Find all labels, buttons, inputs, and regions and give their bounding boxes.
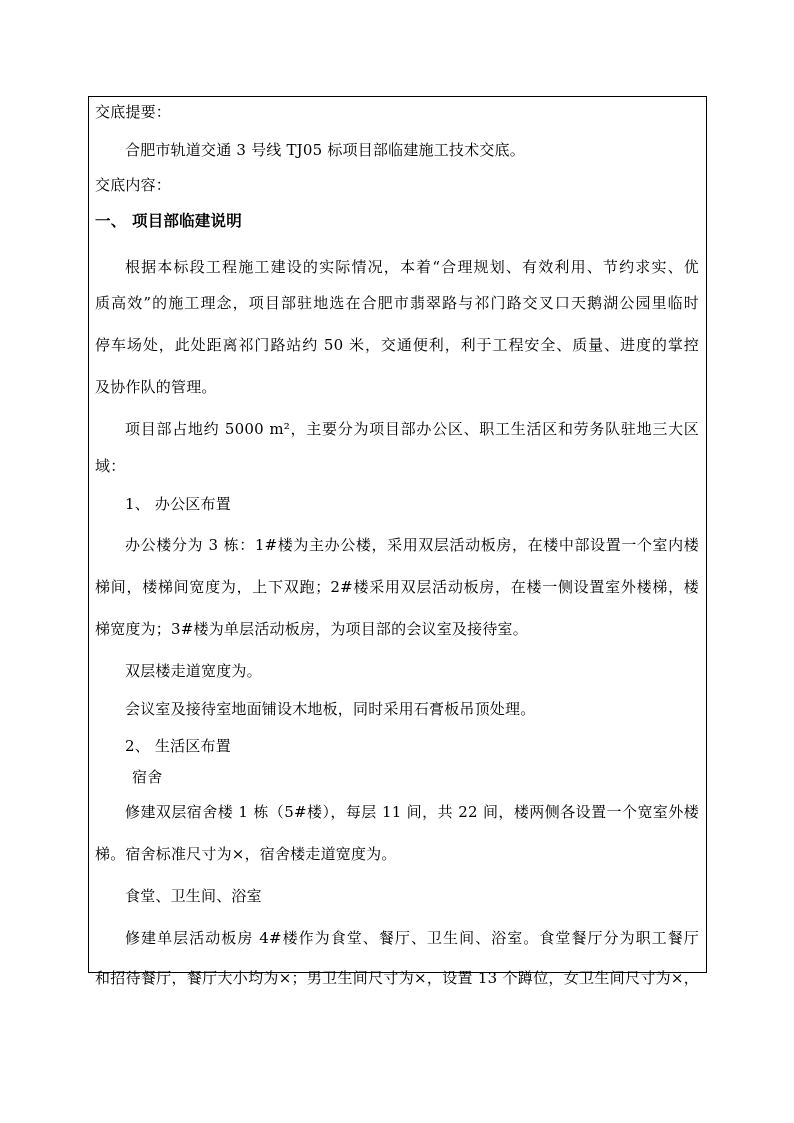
paragraph-line: 根据本标段工程施工建设的实际情况，本着“合理规划、有效利用、节约求实、优 xyxy=(125,258,699,276)
paragraph-line: 会议室及接待室地面铺设木地板，同时采用石膏板吊顶处理。 xyxy=(125,700,536,718)
paragraph-line: 和招待餐厅，餐厅大小均为×；男卫生间尺寸为×，设置 13 个蹲位，女卫生间尺寸为×， xyxy=(95,969,699,987)
paragraph-line: 梯宽度为；3#楼为单层活动板房，为项目部的会议室及接待室。 xyxy=(95,620,528,638)
paragraph-line: 域： xyxy=(95,457,126,475)
paragraph-line: 停车场处，此处距离祁门路站约 50 米，交通便利，利于工程安全、质量、进度的掌控 xyxy=(95,336,699,354)
section-label-content: 交底内容： xyxy=(95,176,172,194)
paragraph-line: 梯。宿舍标准尺寸为×，宿舍楼走道宽度为。 xyxy=(95,845,397,863)
paragraph-line: 梯间，楼梯间宽度为，上下双跑；2#楼采用双层活动板房，在楼一侧设置室外楼梯，楼 xyxy=(95,578,699,596)
subheading-dormitory: 宿舍 xyxy=(132,768,163,786)
paragraph-line: 修建双层宿舍楼 1 栋（5#楼），每层 11 间，共 22 间，楼两侧各设置一个宽室外楼 xyxy=(125,803,699,821)
paragraph-line: 质高效”的施工理念，项目部驻地选在合肥市翡翠路与祁门路交叉口天鹅湖公园里临时 xyxy=(95,294,699,312)
paragraph-line: 及协作队的管理。 xyxy=(95,378,217,396)
summary-text: 合肥市轨道交通 3 号线 TJ05 标项目部临建施工技术交底。 xyxy=(125,141,525,159)
subheading-canteen: 食堂、卫生间、浴室 xyxy=(125,887,262,905)
paragraph-line: 项目部占地约 5000 m²，主要分为项目部办公区、职工生活区和劳务队驻地三大区 xyxy=(125,420,699,438)
section-label-summary: 交底提要： xyxy=(95,103,172,121)
heading-1: 一、 项目部临建说明 xyxy=(95,212,242,230)
subheading-living: 2、 生活区布置 xyxy=(125,737,231,755)
paragraph-line: 修建单层活动板房 4#楼作为食堂、餐厅、卫生间、浴室。食堂餐厅分为职工餐厅 xyxy=(125,929,699,947)
paragraph-line: 双层楼走道宽度为。 xyxy=(125,662,262,680)
subheading-office: 1、 办公区布置 xyxy=(125,495,231,513)
paragraph-line: 办公楼分为 3 栋：1#楼为主办公楼，采用双层活动板房，在楼中部设置一个室内楼 xyxy=(125,536,699,554)
